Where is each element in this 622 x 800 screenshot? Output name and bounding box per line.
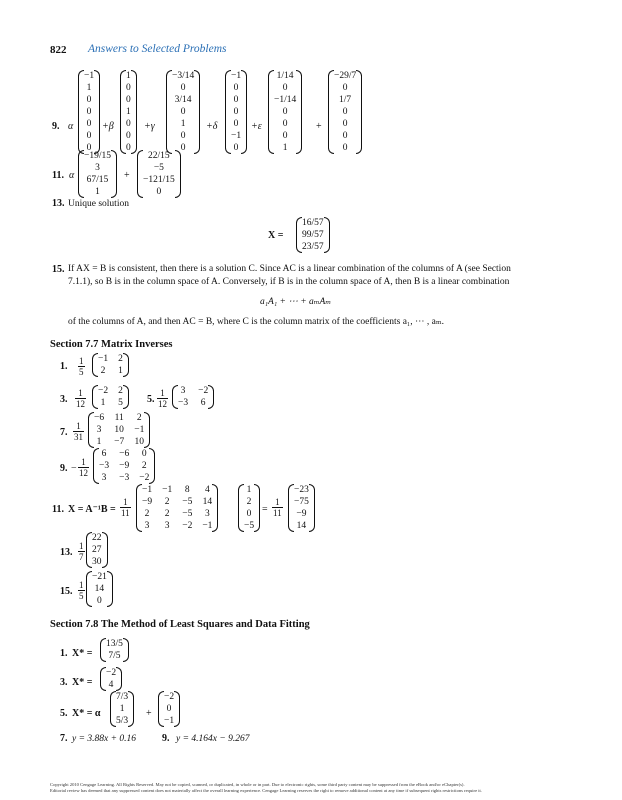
problem-15-line-2: 7.1.1), so B is in the column space of A. Conversely, if B is in the column space of A, then B is a linear combination bbox=[68, 277, 510, 287]
matrix-entry: 1 bbox=[86, 83, 92, 93]
matrix-entry: 0 bbox=[126, 143, 131, 153]
section-7-8-title: Section 7.8 The Method of Least Squares and Data Fitting bbox=[50, 619, 310, 630]
ls-q1-label: 1. bbox=[60, 648, 68, 659]
matrix-entry: −1 bbox=[142, 485, 153, 495]
matrix-entry: 11 bbox=[114, 413, 124, 423]
q3-fraction: $\frac{1}{12}$ bbox=[76, 388, 85, 409]
matrix-entry: −21 bbox=[92, 572, 107, 582]
matrix-entry: −3/14 bbox=[172, 71, 195, 81]
matrix-entry: −9 bbox=[296, 509, 307, 519]
q5-fraction: $\frac{1}{12}$ bbox=[158, 388, 167, 409]
matrix-entry: 0 bbox=[233, 107, 239, 117]
page-number: 822 bbox=[50, 44, 67, 56]
matrix-entry: −121/15 bbox=[143, 175, 175, 185]
matrix-entry: −7 bbox=[114, 437, 125, 447]
p11-matrix-1 bbox=[78, 150, 117, 198]
matrix-entry: 0 bbox=[126, 95, 131, 105]
matrix-entry: 1 bbox=[119, 704, 125, 714]
matrix-entry: 3 bbox=[95, 163, 100, 173]
ls-q5-vector-2 bbox=[158, 691, 180, 727]
matrix-entry: 3 bbox=[164, 521, 170, 531]
matrix-entry: 1/7 bbox=[339, 95, 352, 105]
p9-matrix-6 bbox=[328, 70, 362, 154]
q11-fraction-2: $\frac{1}{11}$ bbox=[273, 497, 282, 518]
p9-matrix-5 bbox=[268, 70, 302, 154]
matrix-entry: 0 bbox=[233, 83, 239, 93]
q7-grid bbox=[88, 412, 150, 448]
matrix-entry: −6 bbox=[119, 449, 130, 459]
coef-alpha-11: α bbox=[69, 170, 75, 181]
ls-q9-label: 9. bbox=[162, 733, 170, 744]
matrix-entry: −1 bbox=[231, 131, 242, 141]
matrix-entry: 2 bbox=[118, 386, 123, 396]
matrix-entry: 0 bbox=[166, 704, 172, 714]
matrix-entry: 23/57 bbox=[302, 242, 324, 252]
running-header: Answers to Selected Problems bbox=[88, 43, 227, 55]
ls-q5-label: 5. bbox=[60, 708, 68, 719]
matrix-entry: 0 bbox=[126, 119, 131, 129]
matrix-entry: −1/14 bbox=[274, 95, 297, 105]
q7-fraction: $\frac{1}{31}$ bbox=[74, 421, 83, 442]
matrix-entry: −75 bbox=[294, 497, 309, 507]
q3-matrix bbox=[92, 385, 129, 409]
matrix-entry: −2 bbox=[182, 521, 193, 531]
matrix-entry: −6 bbox=[94, 413, 105, 423]
matrix-entry: −5 bbox=[153, 163, 164, 173]
matrix-entry: 22 bbox=[92, 533, 102, 543]
matrix-entry: 1 bbox=[246, 485, 252, 495]
matrix-entry: 3 bbox=[101, 473, 107, 483]
ls-q1-lhs: X* = bbox=[72, 648, 93, 659]
q1-fraction: $\frac{1}{5}$ bbox=[79, 356, 84, 377]
copyright-line-1: Copyright 2010 Cengage Learning. All Rights Reserved. May not be copied, scanned, or duplicated, in whole or in part. Due to electronic rights, some third party content may be suppressed from the eBook and/or eChapter(s). bbox=[50, 782, 465, 787]
matrix-entry: −1 bbox=[202, 521, 213, 531]
matrix-entry: 0 bbox=[97, 596, 102, 606]
matrix-entry: −3 bbox=[178, 398, 189, 408]
q13-vector bbox=[86, 532, 108, 568]
problem-15-label: 15. bbox=[52, 264, 65, 275]
matrix-entry: −5 bbox=[244, 521, 255, 531]
ls-q3-lhs: X* = bbox=[72, 677, 93, 688]
plus-sign-11: + bbox=[124, 170, 130, 181]
matrix-entry: 5/3 bbox=[116, 716, 129, 726]
q11-matrix bbox=[136, 484, 218, 532]
q1-label: 1. bbox=[60, 361, 68, 372]
matrix-entry: −5 bbox=[182, 509, 193, 519]
q5-matrix bbox=[172, 385, 214, 409]
q7-label: 7. bbox=[60, 427, 68, 438]
coef-delta: +δ bbox=[206, 121, 218, 132]
matrix-entry: −19/15 bbox=[84, 151, 111, 161]
ls-q3-vector bbox=[100, 667, 122, 691]
matrix-entry: 0 bbox=[342, 143, 348, 153]
p13-matrix bbox=[296, 217, 330, 253]
section-7-7-title: Section 7.7 Matrix Inverses bbox=[50, 339, 173, 350]
matrix-entry: 0 bbox=[282, 119, 288, 129]
matrix-entry: 1/14 bbox=[276, 71, 294, 81]
matrix-entry: 0 bbox=[342, 107, 348, 117]
matrix-entry: 0 bbox=[342, 131, 348, 141]
matrix-entry: 14 bbox=[202, 497, 213, 507]
matrix-entry: 4 bbox=[108, 680, 114, 690]
matrix-entry: 4 bbox=[205, 485, 210, 495]
matrix-entry: 0 bbox=[141, 449, 147, 459]
coef-epsilon: +ε bbox=[251, 121, 262, 132]
matrix-entry: 5 bbox=[118, 398, 123, 408]
q15-label: 15. bbox=[60, 586, 73, 597]
ls-q1-vector bbox=[100, 638, 129, 662]
matrix-entry: 7/5 bbox=[108, 651, 121, 661]
matrix-entry: −9 bbox=[119, 461, 130, 471]
q1-matrix bbox=[92, 353, 129, 377]
q5-label: 5. bbox=[147, 394, 155, 405]
matrix-entry: 0 bbox=[86, 131, 92, 141]
matrix-entry: 7/3 bbox=[116, 692, 129, 702]
matrix-entry: 1 bbox=[180, 119, 186, 129]
p9-matrix-2 bbox=[120, 70, 137, 154]
matrix-entry: 2 bbox=[118, 354, 123, 364]
q13-fraction: $\frac{1}{7}$ bbox=[79, 541, 84, 562]
matrix-entry: −2 bbox=[98, 386, 109, 396]
matrix-entry: 2 bbox=[164, 497, 170, 507]
matrix-entry: −2 bbox=[164, 692, 175, 702]
matrix-entry: 2 bbox=[141, 461, 147, 471]
matrix-entry: 2 bbox=[144, 509, 150, 519]
ls-q5-lhs: X* = α bbox=[72, 708, 101, 719]
matrix-entry: 0 bbox=[180, 143, 186, 153]
matrix-entry: 0 bbox=[233, 143, 239, 153]
matrix-entry: 1 bbox=[96, 437, 102, 447]
problem-9-label: 9. bbox=[52, 121, 60, 132]
matrix-entry: 22/15 bbox=[148, 151, 170, 161]
matrix-entry: 0 bbox=[282, 83, 288, 93]
matrix-entry: 13/5 bbox=[106, 639, 123, 649]
matrix-entry: −1 bbox=[164, 716, 175, 726]
q11-vector bbox=[238, 484, 260, 532]
p9-matrix-3 bbox=[166, 70, 200, 154]
matrix-entry: 1 bbox=[95, 187, 100, 197]
matrix-entry: 3 bbox=[180, 386, 186, 396]
q9-sign: − bbox=[71, 463, 77, 474]
q11-grid bbox=[136, 484, 218, 532]
matrix-entry: 6 bbox=[101, 449, 107, 459]
p9-matrix-4 bbox=[225, 70, 247, 154]
matrix-entry: 0 bbox=[342, 119, 348, 129]
matrix-entry: 0 bbox=[180, 83, 186, 93]
matrix-entry: 1 bbox=[282, 143, 288, 153]
matrix-entry: −1 bbox=[98, 354, 109, 364]
plus-sign: + bbox=[316, 121, 322, 132]
matrix-entry: 0 bbox=[156, 187, 162, 197]
ls-q7-label: 7. bbox=[60, 733, 68, 744]
matrix-entry: −2 bbox=[198, 386, 209, 396]
matrix-entry: −3 bbox=[119, 473, 130, 483]
q11-result bbox=[288, 484, 315, 532]
x-equals: X = bbox=[268, 230, 284, 241]
matrix-entry: −2 bbox=[139, 473, 150, 483]
matrix-entry: 0 bbox=[282, 131, 288, 141]
matrix-entry: −9 bbox=[142, 497, 153, 507]
matrix-entry: 10 bbox=[134, 437, 145, 447]
q9-grid bbox=[93, 448, 155, 484]
matrix-entry: 1 bbox=[126, 71, 131, 81]
matrix-entry: −1 bbox=[162, 485, 173, 495]
matrix-entry: 2 bbox=[164, 509, 170, 519]
q9-fraction: $\frac{1}{12}$ bbox=[79, 457, 88, 478]
matrix-entry: 1 bbox=[118, 366, 123, 376]
ls-q3-label: 3. bbox=[60, 677, 68, 688]
p11-matrix-2 bbox=[137, 150, 181, 198]
q11-eq: = bbox=[262, 504, 268, 515]
matrix-entry: 0 bbox=[180, 107, 186, 117]
problem-13-text: Unique solution bbox=[68, 199, 129, 209]
matrix-entry: 0 bbox=[86, 143, 92, 153]
matrix-entry: 0 bbox=[282, 107, 288, 117]
q11-label: 11. bbox=[52, 504, 64, 515]
matrix-entry: 2 bbox=[100, 366, 106, 376]
problem-15-line-3: of the columns of A, and then AC = B, where C is the column matrix of the coefficients a₁, ⋯ , aₘ. bbox=[68, 317, 445, 327]
matrix-entry: 10 bbox=[114, 425, 124, 435]
q3-label: 3. bbox=[60, 394, 68, 405]
ls-q5-vector-1 bbox=[110, 691, 134, 727]
coef-gamma: +γ bbox=[144, 121, 155, 132]
q9-label: 9. bbox=[60, 463, 68, 474]
matrix-entry: 67/15 bbox=[86, 175, 109, 185]
matrix-entry: −1 bbox=[134, 425, 145, 435]
matrix-entry: −1 bbox=[84, 71, 95, 81]
q9-matrix bbox=[93, 448, 155, 484]
q11-fraction: $\frac{1}{11}$ bbox=[121, 497, 130, 518]
matrix-entry: 6 bbox=[200, 398, 206, 408]
problem-13-label: 13. bbox=[52, 198, 65, 209]
matrix-entry: 2 bbox=[136, 413, 142, 423]
matrix-entry: −23 bbox=[294, 485, 309, 495]
matrix-entry: 3/14 bbox=[174, 95, 192, 105]
matrix-entry: 0 bbox=[180, 131, 186, 141]
ls-q7-text: y = 3.88x + 0.16 bbox=[72, 734, 137, 744]
matrix-entry: 0 bbox=[246, 509, 252, 519]
matrix-entry: 8 bbox=[184, 485, 190, 495]
matrix-entry: 30 bbox=[92, 557, 102, 567]
q13-label: 13. bbox=[60, 547, 73, 558]
matrix-entry: 1 bbox=[126, 107, 131, 117]
matrix-entry: 0 bbox=[86, 95, 92, 105]
matrix-entry: 1 bbox=[100, 398, 106, 408]
matrix-entry: 0 bbox=[342, 83, 348, 93]
ls-q5-plus: + bbox=[146, 708, 152, 719]
matrix-entry: 14 bbox=[296, 521, 307, 531]
matrix-entry: 0 bbox=[86, 119, 92, 129]
matrix-entry: 0 bbox=[126, 83, 131, 93]
coef-alpha: α bbox=[68, 121, 74, 132]
linear-combination-formula: a₁A₁ + ⋯ + aₘAₘ bbox=[260, 297, 332, 307]
matrix-entry: −1 bbox=[231, 71, 242, 81]
ls-q9-text: y = 4.164x − 9.267 bbox=[176, 734, 250, 744]
coef-beta: +β bbox=[102, 121, 114, 132]
matrix-entry: −3 bbox=[99, 461, 110, 471]
matrix-entry: −2 bbox=[106, 668, 117, 678]
problem-11-label: 11. bbox=[52, 170, 64, 181]
matrix-entry: 0 bbox=[233, 119, 239, 129]
matrix-entry: 0 bbox=[233, 95, 239, 105]
problem-15-line-1: If AX = B is consistent, then there is a solution C. Since AC is a linear combination of the columns of A (see Section bbox=[68, 264, 511, 274]
matrix-entry: −29/7 bbox=[334, 71, 357, 81]
matrix-entry: 3 bbox=[144, 521, 150, 531]
matrix-entry: 99/57 bbox=[302, 230, 324, 240]
matrix-entry: 14 bbox=[94, 584, 105, 594]
matrix-entry: 0 bbox=[126, 131, 131, 141]
matrix-entry: 2 bbox=[246, 497, 252, 507]
q15-fraction: $\frac{1}{5}$ bbox=[79, 580, 84, 601]
matrix-entry: 3 bbox=[205, 509, 210, 519]
matrix-entry: 0 bbox=[86, 107, 92, 117]
q11-lhs: X = A⁻¹B = bbox=[68, 504, 116, 515]
p9-matrix-1 bbox=[78, 70, 100, 154]
matrix-entry: 27 bbox=[92, 545, 102, 555]
matrix-entry: 16/57 bbox=[302, 218, 324, 228]
q15-vector bbox=[86, 571, 113, 607]
q7-matrix bbox=[88, 412, 150, 448]
matrix-entry: 3 bbox=[96, 425, 102, 435]
copyright-line-2: Editorial review has deemed that any suppressed content does not materially affect the overall learning experience. Cengage Learning reserves the right to remove additional content at any time if subsequent rights restrictions require it. bbox=[50, 788, 482, 793]
matrix-entry: −5 bbox=[182, 497, 193, 507]
